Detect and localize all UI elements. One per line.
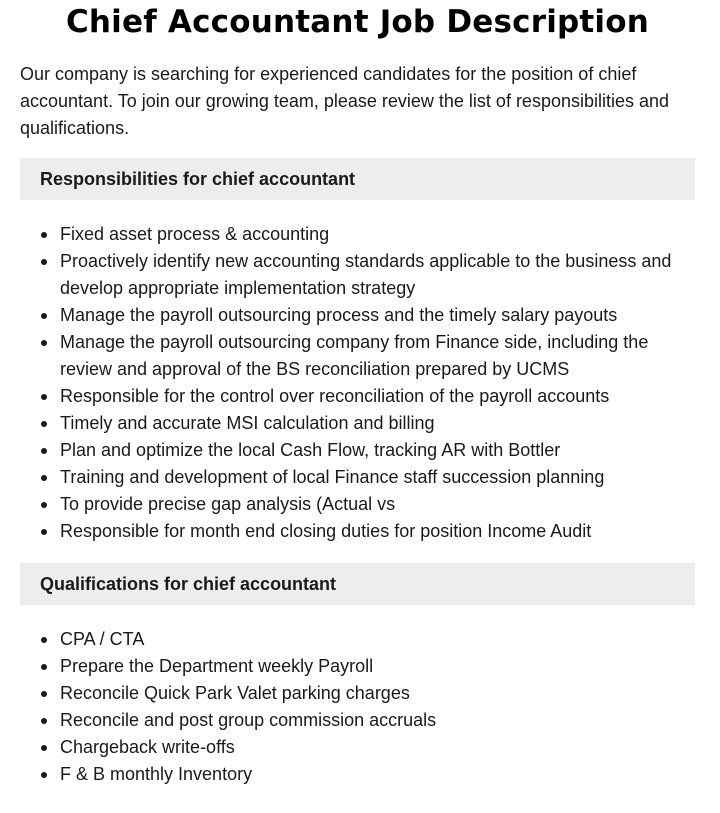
list-item-text: Fixed asset process & accounting <box>60 224 330 244</box>
bullet-icon <box>41 502 47 508</box>
list-item-text: Plan and optimize the local Cash Flow, tracking AR with Bottler <box>60 440 561 460</box>
list-item <box>20 626 695 653</box>
list-item <box>20 302 695 329</box>
list-item <box>20 734 695 761</box>
qualifications-list <box>20 626 695 788</box>
list-item-text: Chargeback write-offs <box>60 737 235 757</box>
intro-paragraph: Our company is searching for experienced candidates for the position of chief accountant. To join our growing team, please review the list of responsibilities and qualifications. <box>20 64 670 138</box>
list-item-text: Manage the payroll outsourcing company from Finance side, including the review and approval of the BS reconciliation prepared by UCMS <box>60 332 649 379</box>
list-item-text: Responsible for month end closing duties for position Income Audit <box>60 521 592 541</box>
responsibilities-list <box>20 221 695 545</box>
responsibilities-header: Responsibilities for chief accountant <box>20 158 695 200</box>
list-item-text: Training and development of local Finance staff succession planning <box>60 467 605 487</box>
bullet-icon <box>41 637 47 643</box>
list-item <box>20 761 695 788</box>
list-item-text: Timely and accurate MSI calculation and billing <box>60 413 435 433</box>
bullet-icon <box>41 313 47 319</box>
bullet-icon <box>41 421 47 427</box>
list-item <box>20 437 695 464</box>
list-item-text: F & B monthly Inventory <box>60 764 253 784</box>
list-item-text: Reconcile Quick Park Valet parking charges <box>60 683 410 703</box>
bullet-icon <box>41 691 47 697</box>
page-title: Chief Accountant Job Description <box>65 4 650 40</box>
list-item <box>20 518 695 545</box>
list-item <box>20 383 695 410</box>
bullet-icon <box>41 232 47 238</box>
list-item <box>20 410 695 437</box>
list-item-text: Prepare the Department weekly Payroll <box>60 656 374 676</box>
list-item-text: To provide precise gap analysis (Actual vs <box>60 494 396 514</box>
list-item <box>20 464 695 491</box>
bullet-icon <box>41 718 47 724</box>
list-item-text: Reconcile and post group commission accruals <box>60 710 437 730</box>
list-item <box>20 221 695 248</box>
bullet-icon <box>41 259 47 265</box>
list-item <box>20 653 695 680</box>
list-item <box>20 491 695 518</box>
bullet-icon <box>41 475 47 481</box>
list-item-text: CPA / CTA <box>60 629 145 649</box>
bullet-icon <box>41 394 47 400</box>
list-item <box>20 707 695 734</box>
bullet-icon <box>41 529 47 535</box>
bullet-icon <box>41 340 47 346</box>
list-item <box>20 329 695 383</box>
list-item-text: Responsible for the control over reconciliation of the payroll accounts <box>60 386 610 406</box>
list-item <box>20 248 695 302</box>
qualifications-header: Qualifications for chief accountant <box>20 563 695 605</box>
bullet-icon <box>41 745 47 751</box>
bullet-icon <box>41 772 47 778</box>
bullet-icon <box>41 448 47 454</box>
list-item-text: Manage the payroll outsourcing process and the timely salary payouts <box>60 305 618 325</box>
list-item <box>20 680 695 707</box>
list-item-text: Proactively identify new accounting standards applicable to the business and develop appropriate implementation strategy <box>60 251 672 298</box>
bullet-icon <box>41 664 47 670</box>
